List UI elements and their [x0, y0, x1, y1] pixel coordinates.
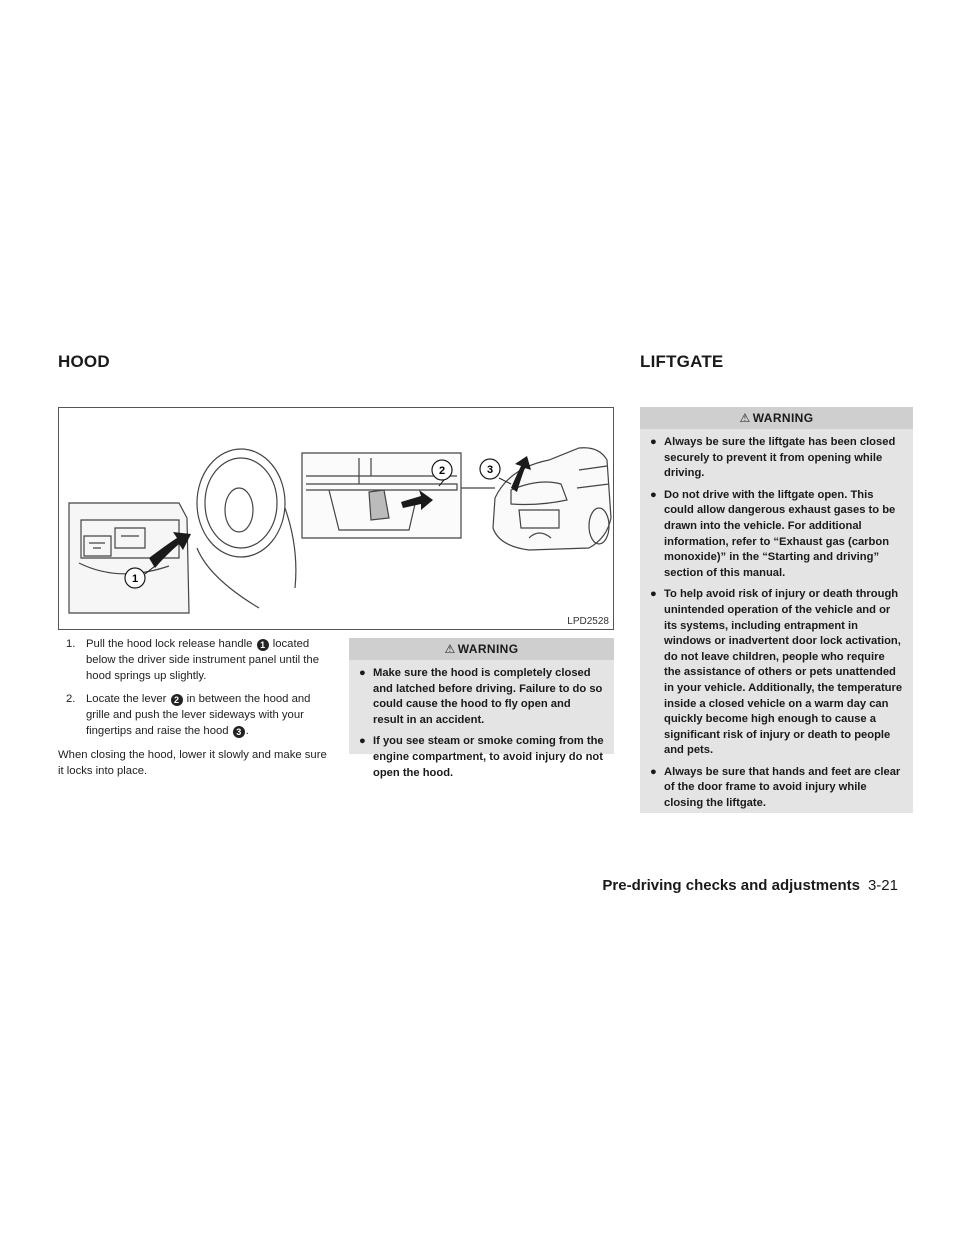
- illustration-drawing: [59, 408, 614, 630]
- warning-item: ● Do not drive with the liftgate open. This could allow dangerous exhaust gases to be drawn into the vehicle. For additional information, refer to “Exhaust gas (carbon monoxide)” in the “Starting and driving” section of this manual.: [650, 488, 896, 579]
- bullet-icon: ●: [650, 765, 657, 778]
- hood-warning-header: ⚠ WARNING: [349, 638, 614, 660]
- footer-section-name: Pre-driving checks and adjustments: [602, 877, 860, 894]
- warning-item: ● Make sure the hood is completely closed and latched before driving. Failure to do so could cause the hood to fly open and result in an accident.: [359, 667, 603, 726]
- page-footer: [602, 877, 898, 894]
- bullet-icon: ●: [650, 488, 657, 501]
- liftgate-warning-header: ⚠ WARNING: [640, 407, 913, 429]
- callout-2-icon: 2: [171, 694, 183, 706]
- bullet-icon: ●: [650, 588, 657, 601]
- callout-1: [125, 568, 145, 588]
- hood-release-illustration: [58, 407, 614, 630]
- hood-closing-note: When closing the hood, lower it slowly and make sure it locks into place.: [58, 749, 327, 777]
- callout-2: [432, 460, 452, 480]
- warning-item: ● Always be sure that hands and feet are clear of the door frame to avoid injury while closing the liftgate.: [650, 765, 901, 810]
- liftgate-warning-box: [640, 407, 913, 813]
- callout-3-icon: 3: [233, 726, 245, 738]
- svg-text:3: 3: [486, 464, 494, 476]
- hood-step-2: 2. Locate the lever 2 in between the hood and grille and push the lever sideways with your fingertips and raise the hood 3 .: [66, 693, 311, 737]
- bullet-icon: ●: [359, 735, 366, 748]
- warning-item: ● To help avoid risk of injury or death through unintended operation of the vehicle and or its systems, including entrapment in windows or inadvertent door lock activation, do not leave children, people who require the assistance of others or pets unattended in your vehicle. Additionally, the temperature inside a closed vehicle on a warm day can quickly become high enough to cause a significant risk of injury or death to people and pets.: [650, 588, 903, 757]
- warning-item: ● Always be sure the liftgate has been closed securely to prevent it from opening while driving.: [650, 436, 896, 480]
- warning-triangle-icon: ⚠: [444, 642, 456, 656]
- warning-triangle-icon: ⚠: [739, 411, 751, 425]
- hood-step-1: 1. Pull the hood lock release handle 1 located below the driver side instrument panel until the hood springs up slightly.: [66, 638, 319, 682]
- hood-section-title: HOOD: [58, 352, 110, 371]
- page-number: 3-21: [867, 877, 898, 894]
- warning-item: ● If you see steam or smoke coming from the engine compartment, to avoid injury do not open the hood.: [359, 735, 604, 779]
- figure-code: LPD2528: [567, 616, 609, 627]
- liftgate-section-title: LIFTGATE: [640, 352, 724, 371]
- svg-text:2: 2: [438, 465, 446, 477]
- hood-warning-box: [349, 638, 614, 779]
- callout-1-icon: 1: [257, 639, 269, 651]
- callout-3: [480, 459, 500, 479]
- svg-text:1: 1: [131, 573, 139, 585]
- bullet-icon: ●: [650, 436, 657, 448]
- bullet-icon: ●: [359, 667, 366, 679]
- hood-steps: [58, 636, 328, 779]
- steering-wheel-outer: [197, 449, 285, 557]
